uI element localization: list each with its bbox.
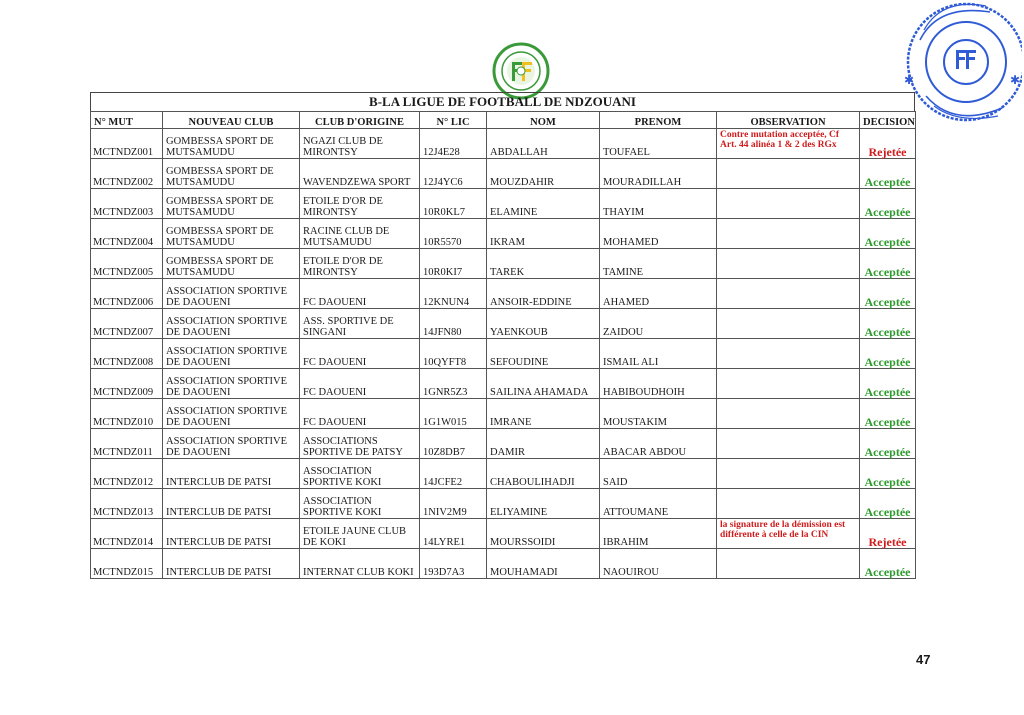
cell-nom: MOURSSOIDI [487, 519, 600, 549]
cell-club-origine: WAVENDZEWA SPORT [300, 159, 420, 189]
official-stamp [898, 0, 1022, 140]
cell-nom: ELAMINE [487, 189, 600, 219]
cell-mut: MCTNDZ009 [91, 369, 163, 399]
table-row [91, 339, 916, 369]
cell-prenom: SAID [600, 459, 717, 489]
cell-nouveau-club: INTERCLUB DE PATSI [163, 489, 300, 519]
cell-observation [717, 399, 860, 429]
cell-lic: 14JFN80 [420, 309, 487, 339]
cell-lic: 12J4E28 [420, 129, 487, 159]
table-row [91, 549, 916, 579]
cell-observation [717, 249, 860, 279]
cell-mut: MCTNDZ012 [91, 459, 163, 489]
cell-prenom: HABIBOUDHOIH [600, 369, 717, 399]
cell-prenom: ABACAR ABDOU [600, 429, 717, 459]
cell-lic: 10QYFT8 [420, 339, 487, 369]
cell-nouveau-club: GOMBESSA SPORT DE MUTSAMUDU [163, 129, 300, 159]
cell-nouveau-club: GOMBESSA SPORT DE MUTSAMUDU [163, 189, 300, 219]
header-lic: N° LIC [420, 112, 487, 129]
cell-lic: 10Z8DB7 [420, 429, 487, 459]
table-row [91, 129, 916, 159]
cell-mut: MCTNDZ008 [91, 339, 163, 369]
table-row [91, 519, 916, 549]
cell-club-origine: ETOILE JAUNE CLUB DE KOKI [300, 519, 420, 549]
cell-nom: DAMIR [487, 429, 600, 459]
cell-prenom: TOUFAEL [600, 129, 717, 159]
cell-lic: 14LYRE1 [420, 519, 487, 549]
cell-mut: MCTNDZ010 [91, 399, 163, 429]
cell-nouveau-club: GOMBESSA SPORT DE MUTSAMUDU [163, 249, 300, 279]
cell-mut: MCTNDZ004 [91, 219, 163, 249]
svg-text:✱: ✱ [1010, 73, 1021, 87]
cell-nouveau-club: ASSOCIATION SPORTIVE DE DAOUENI [163, 309, 300, 339]
cell-lic: 10R5570 [420, 219, 487, 249]
cell-nouveau-club: ASSOCIATION SPORTIVE DE DAOUENI [163, 369, 300, 399]
cell-observation: la signature de la démission est différente à celle de la CIN [717, 519, 860, 549]
table-row [91, 459, 916, 489]
cell-lic: 10R0KI7 [420, 249, 487, 279]
cell-lic: 12J4YC6 [420, 159, 487, 189]
cell-nom: MOUHAMADI [487, 549, 600, 579]
header-prenom: PRENOM [600, 112, 717, 129]
cell-decision: Acceptée [860, 309, 916, 339]
table-row [91, 249, 916, 279]
table-row [91, 189, 916, 219]
cell-observation [717, 309, 860, 339]
cell-nouveau-club: GOMBESSA SPORT DE MUTSAMUDU [163, 159, 300, 189]
cell-nouveau-club: INTERCLUB DE PATSI [163, 459, 300, 489]
cell-observation [717, 339, 860, 369]
cell-nom: YAENKOUB [487, 309, 600, 339]
table-row [91, 309, 916, 339]
cell-observation [717, 549, 860, 579]
header-observation: OBSERVATION [717, 112, 860, 129]
table-row [91, 279, 916, 309]
cell-prenom: THAYIM [600, 189, 717, 219]
cell-prenom: TAMINE [600, 249, 717, 279]
cell-nouveau-club: INTERCLUB DE PATSI [163, 519, 300, 549]
header-club-origine: CLUB D'ORIGINE [300, 112, 420, 129]
cell-decision: Rejetée [860, 519, 916, 549]
transfer-table [90, 111, 916, 579]
cell-mut: MCTNDZ001 [91, 129, 163, 159]
cell-observation [717, 489, 860, 519]
cell-nom: MOUZDAHIR [487, 159, 600, 189]
cell-prenom: IBRAHIM [600, 519, 717, 549]
cell-decision: Acceptée [860, 339, 916, 369]
cell-decision: Acceptée [860, 219, 916, 249]
cell-club-origine: FC DAOUENI [300, 279, 420, 309]
cell-decision: Acceptée [860, 279, 916, 309]
cell-lic: 1GNR5Z3 [420, 369, 487, 399]
svg-text:✱: ✱ [904, 73, 915, 87]
cell-nouveau-club: ASSOCIATION SPORTIVE DE DAOUENI [163, 339, 300, 369]
cell-club-origine: RACINE CLUB DE MUTSAMUDU [300, 219, 420, 249]
page-number: 47 [916, 652, 931, 667]
cell-decision: Acceptée [860, 549, 916, 579]
cell-prenom: MOHAMED [600, 219, 717, 249]
cell-decision: Rejetée [860, 129, 916, 159]
cell-lic: 10R0KL7 [420, 189, 487, 219]
cell-nouveau-club: GOMBESSA SPORT DE MUTSAMUDU [163, 219, 300, 249]
cell-club-origine: ASS. SPORTIVE DE SINGANI [300, 309, 420, 339]
cell-lic: 12KNUN4 [420, 279, 487, 309]
cell-decision: Acceptée [860, 459, 916, 489]
cell-lic: 1NIV2M9 [420, 489, 487, 519]
cell-prenom: ISMAIL ALI [600, 339, 717, 369]
cell-mut: MCTNDZ011 [91, 429, 163, 459]
cell-club-origine: ASSOCIATION SPORTIVE KOKI [300, 489, 420, 519]
cell-decision: Acceptée [860, 189, 916, 219]
header-nom: NOM [487, 112, 600, 129]
cell-nom: SAILINA AHAMADA [487, 369, 600, 399]
cell-nom: ABDALLAH [487, 129, 600, 159]
cell-observation [717, 219, 860, 249]
table-row [91, 489, 916, 519]
cell-decision: Acceptée [860, 489, 916, 519]
cell-nouveau-club: ASSOCIATION SPORTIVE DE DAOUENI [163, 399, 300, 429]
cell-mut: MCTNDZ003 [91, 189, 163, 219]
header-nouveau-club: NOUVEAU CLUB [163, 112, 300, 129]
cell-prenom: ZAIDOU [600, 309, 717, 339]
header-mut: N° MUT [91, 112, 163, 129]
cell-decision: Acceptée [860, 429, 916, 459]
cell-observation [717, 459, 860, 489]
cell-nom: ELIYAMINE [487, 489, 600, 519]
cell-observation [717, 279, 860, 309]
cell-mut: MCTNDZ013 [91, 489, 163, 519]
cell-decision: Acceptée [860, 249, 916, 279]
cell-decision: Acceptée [860, 369, 916, 399]
cell-nouveau-club: ASSOCIATION SPORTIVE DE DAOUENI [163, 279, 300, 309]
cell-club-origine: ASSOCIATION SPORTIVE KOKI [300, 459, 420, 489]
cell-nouveau-club: ASSOCIATION SPORTIVE DE DAOUENI [163, 429, 300, 459]
table-header-row [91, 112, 916, 129]
cell-mut: MCTNDZ014 [91, 519, 163, 549]
cell-club-origine: ETOILE D'OR DE MIRONTSY [300, 189, 420, 219]
header-decision: DECISION [860, 112, 916, 129]
cell-mut: MCTNDZ006 [91, 279, 163, 309]
cell-lic: 193D7A3 [420, 549, 487, 579]
cell-prenom: NAOUIROU [600, 549, 717, 579]
cell-observation [717, 369, 860, 399]
table-title: B-LA LIGUE DE FOOTBALL DE NDZOUANI [90, 92, 915, 111]
cell-club-origine: FC DAOUENI [300, 339, 420, 369]
cell-nouveau-club: INTERCLUB DE PATSI [163, 549, 300, 579]
cell-club-origine: ETOILE D'OR DE MIRONTSY [300, 249, 420, 279]
cell-decision: Acceptée [860, 159, 916, 189]
table-row [91, 399, 916, 429]
cell-mut: MCTNDZ015 [91, 549, 163, 579]
cell-nom: ANSOIR-EDDINE [487, 279, 600, 309]
table-row [91, 429, 916, 459]
cell-mut: MCTNDZ007 [91, 309, 163, 339]
cell-club-origine: ASSOCIATIONS SPORTIVE DE PATSY [300, 429, 420, 459]
cell-nom: IKRAM [487, 219, 600, 249]
cell-observation [717, 159, 860, 189]
cell-club-origine: FC DAOUENI [300, 399, 420, 429]
cell-club-origine: NGAZI CLUB DE MIRONTSY [300, 129, 420, 159]
cell-prenom: MOURADILLAH [600, 159, 717, 189]
table-body [91, 129, 916, 579]
cell-decision: Acceptée [860, 399, 916, 429]
cell-nom: CHABOULIHADJI [487, 459, 600, 489]
table-row [91, 369, 916, 399]
table-row [91, 219, 916, 249]
cell-club-origine: INTERNAT CLUB KOKI [300, 549, 420, 579]
cell-prenom: AHAMED [600, 279, 717, 309]
cell-lic: 14JCFE2 [420, 459, 487, 489]
cell-nom: IMRANE [487, 399, 600, 429]
cell-prenom: MOUSTAKIM [600, 399, 717, 429]
cell-mut: MCTNDZ005 [91, 249, 163, 279]
cell-observation [717, 189, 860, 219]
cell-mut: MCTNDZ002 [91, 159, 163, 189]
cell-nom: SEFOUDINE [487, 339, 600, 369]
cell-lic: 1G1W015 [420, 399, 487, 429]
cell-club-origine: FC DAOUENI [300, 369, 420, 399]
cell-observation [717, 429, 860, 459]
cell-prenom: ATTOUMANE [600, 489, 717, 519]
cell-observation: Contre mutation acceptée, Cf Art. 44 alinéa 1 & 2 des RGx [717, 129, 860, 159]
transfer-table-container [90, 92, 915, 579]
table-row [91, 159, 916, 189]
cell-nom: TAREK [487, 249, 600, 279]
